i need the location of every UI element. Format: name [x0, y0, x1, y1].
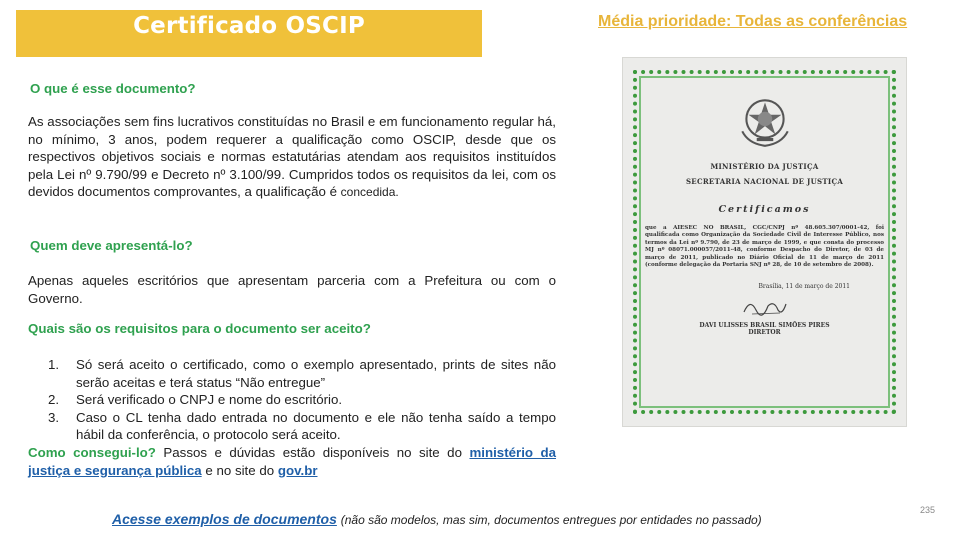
list-text: Caso o CL tenha dado entrada no documento e ele não tenha saído a tempo hábil da conferência, o protocolo será aceito. — [76, 409, 556, 442]
page-title: Certificado OSCIP — [133, 12, 365, 39]
certificate-image — [622, 57, 907, 427]
list-item — [28, 356, 556, 391]
certificate-signer: DAVI ULISSES BRASIL SIMÕES PIRES — [699, 322, 830, 330]
certificate-body: que a AIESEC NO BRASIL, CGC/CNPJ nº 48.605.307/0001-42, foi qualificada como Organização da Sociedade Civil de Interesse Público, nos termos da Lei nº 9.790, de 23 de março de 1999, e que consta do processo MJ nº 08071.000057/2011-48, conforme Despacho do Diretor, de 03 de março de 2011, publicado no Diário Oficial de 11 de março de 2011 (conforme delegação da Portaria SNJ nº 28, de 10 de setembro de 2008). — [645, 225, 884, 269]
requirements-list — [28, 356, 556, 444]
list-number: 2. — [48, 392, 60, 407]
bottom-note — [112, 511, 762, 527]
what-text-tail: concedida. — [340, 185, 399, 199]
certificate-date: Brasília, 11 de março de 2011 — [758, 283, 850, 291]
certificate-content — [639, 80, 890, 406]
how-text-2: e no site do — [205, 462, 275, 478]
signature-icon — [740, 296, 790, 318]
certificate-ministry: MINISTÉRIO DA JUSTIÇA — [710, 162, 819, 171]
list-number: 1. — [48, 357, 60, 372]
ministry-link[interactable]: ministério da justiça e segurança pública — [28, 445, 557, 478]
examples-link[interactable]: Acesse exemplos de documentos — [112, 511, 337, 527]
what-heading: O que é esse documento? — [30, 81, 196, 96]
certificate-heading: Certificamos — [718, 204, 811, 215]
page-number: 235 — [920, 505, 936, 515]
list-text: Será verificado o CNPJ e nome do escritório. — [76, 392, 343, 407]
examples-note: (não são modelos, mas sim, documentos entregues por entidades no passado) — [340, 513, 762, 527]
how-text-1: Passos e dúvidas estão disponíveis no site do — [163, 445, 462, 460]
govbr-link[interactable]: gov.br — [277, 462, 318, 478]
title-banner — [16, 10, 482, 57]
who-paragraph: Apenas aqueles escritórios que apresentam parceria com a Prefeitura ou com o Governo. — [28, 273, 556, 306]
priority-link[interactable]: Média prioridade: Todas as conferências — [598, 13, 908, 30]
coat-of-arms-icon — [734, 90, 796, 152]
who-heading: Quem deve apresentá-lo? — [30, 238, 193, 253]
how-paragraph — [28, 444, 556, 479]
list-item — [28, 409, 556, 444]
how-label: Como consegui-lo? — [28, 445, 156, 460]
list-text: Só será aceito o certificado, como o exemplo apresentado, prints de sites não serão aceitas e terá status “Não entregue” — [76, 357, 556, 390]
what-text: As associações sem fins lucrativos constituídas no Brasil e em funcionamento regular há, no mínimo, 3 anos, podem requerer a qualificação como OSCIP, desde que os respectivos objetivos sociais e normas estatutárias atendam aos requisitos instituídos pela Lei nº 9.790/99 e Decreto nº 3.100/99. Cumpridos todos os requisitos da lei, com os devidos documentos comprovantes, a qualificação é — [28, 114, 556, 199]
requirements-heading: Quais são os requisitos para o documento ser aceito? — [28, 321, 371, 336]
list-number: 3. — [48, 409, 60, 425]
list-item — [28, 391, 556, 409]
certificate-signer-role: DIRETOR — [748, 329, 781, 337]
certificate-secretariat: SECRETARIA NACIONAL DE JUSTIÇA — [685, 177, 844, 186]
what-paragraph — [28, 113, 556, 202]
